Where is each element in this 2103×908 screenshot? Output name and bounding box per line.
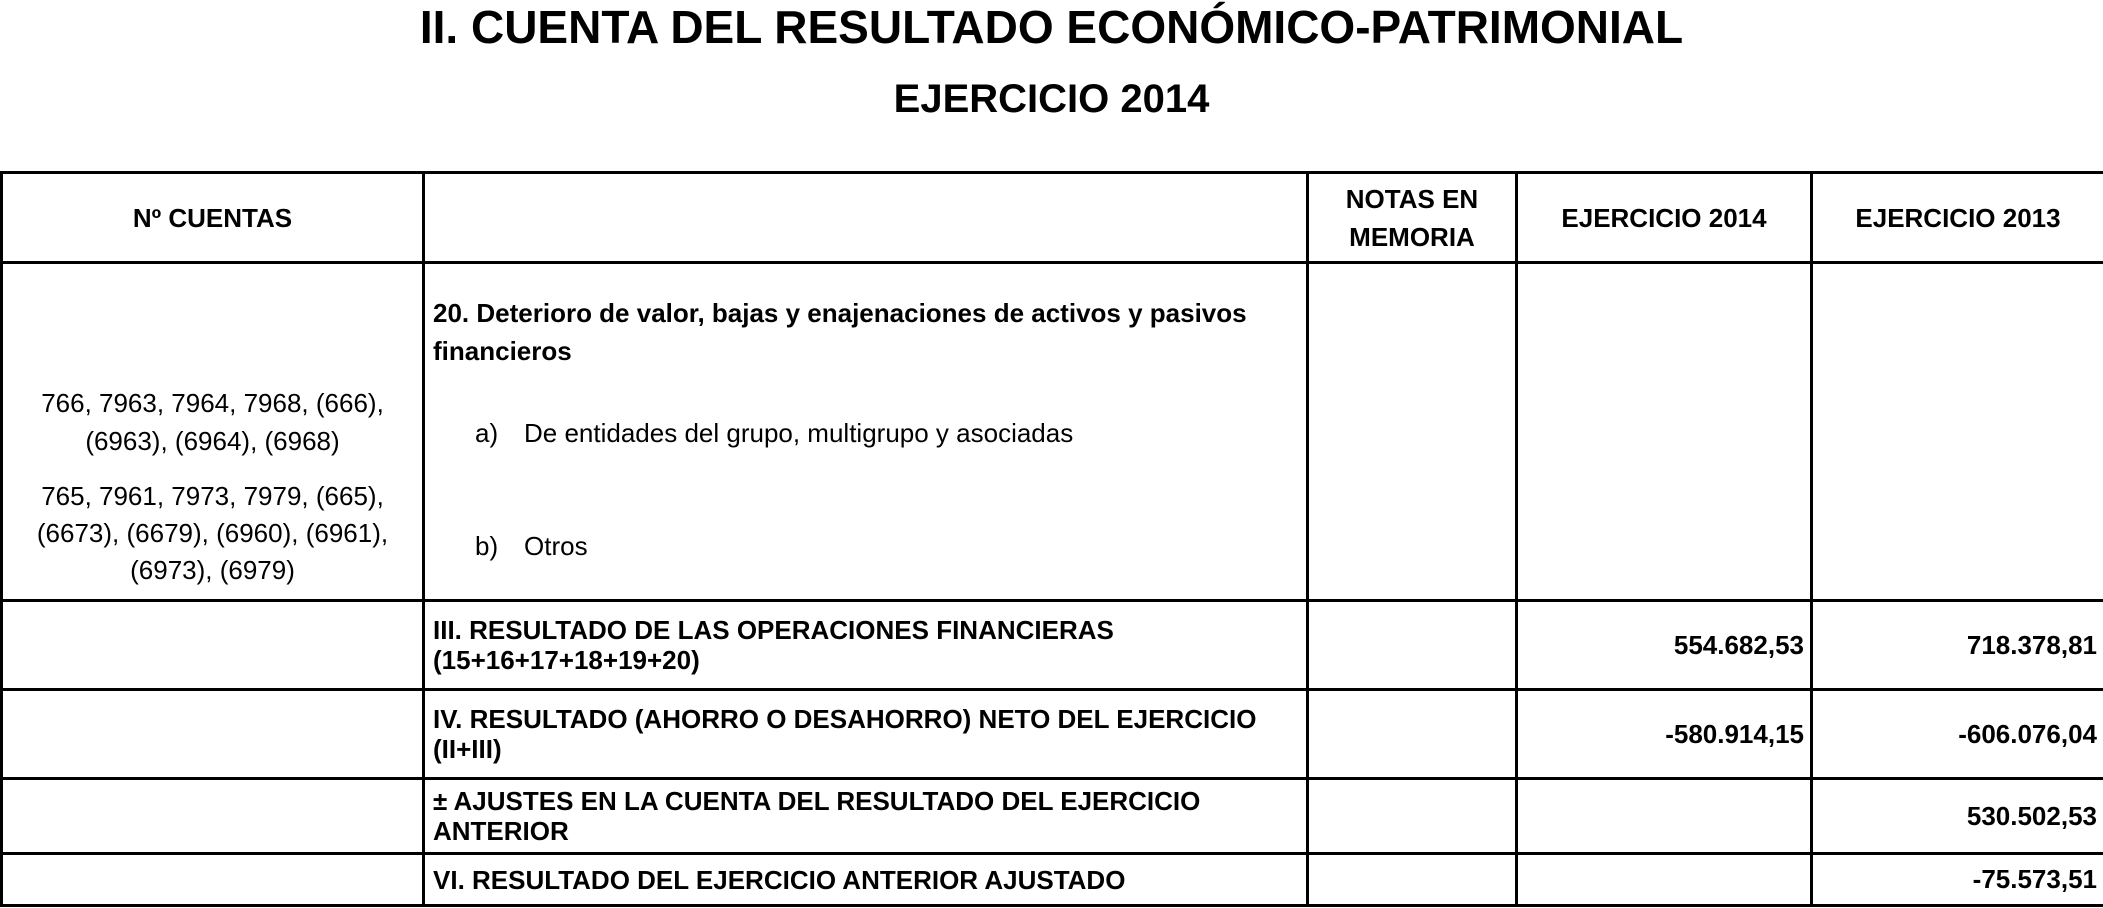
table-row-summary xyxy=(2,779,2103,854)
accounts-item-a: 766, 7963, 7964, 7968, (666), (6963), (6964), (6968) xyxy=(41,388,384,456)
amount-year-previous: -75.573,51 xyxy=(1812,854,2103,906)
item-label-a: De entidades del grupo, multigrupo y asociadas xyxy=(524,418,1074,448)
accounts-cell xyxy=(2,690,424,779)
table-row-summary xyxy=(2,854,2103,906)
result-table xyxy=(0,171,2103,907)
notes-cell xyxy=(1308,690,1517,779)
header-notes: NOTAS EN MEMORIA xyxy=(1308,173,1517,263)
concept-cell-detail xyxy=(424,263,1308,601)
accounts-cell xyxy=(2,601,424,690)
accounts-cell xyxy=(2,854,424,906)
notes-cell xyxy=(1308,854,1517,906)
header-accounts: Nº CUENTAS xyxy=(2,173,424,263)
amount-year-current xyxy=(1517,779,1812,854)
detail-heading: 20. Deterioro de valor, bajas y enajenaciones de activos y pasivos financieros xyxy=(433,298,1247,366)
concept-cell: III. RESULTADO DE LAS OPERACIONES FINANCIERAS (15+16+17+18+19+20) xyxy=(424,601,1308,690)
amount-year-current xyxy=(1517,854,1812,906)
item-marker-a: a) xyxy=(475,418,499,448)
item-marker-b: b) xyxy=(475,531,499,561)
table-row-summary xyxy=(2,690,2103,779)
notes-cell xyxy=(1308,601,1517,690)
table-row-summary xyxy=(2,601,2103,690)
header-concept xyxy=(424,173,1308,263)
amount-year-previous: 530.502,53 xyxy=(1812,779,2103,854)
accounts-item-b: 765, 7961, 7973, 7979, (665), (6673), (6679), (6960), (6961), (6973), (6979) xyxy=(36,481,389,585)
accounts-cell-detail xyxy=(2,263,424,601)
table-header-row xyxy=(2,173,2103,263)
notes-cell xyxy=(1308,779,1517,854)
header-year-previous: EJERCICIO 2013 xyxy=(1812,173,2103,263)
item-label-b: Otros xyxy=(524,531,588,561)
amount-year-previous: -606.076,04 xyxy=(1812,690,2103,779)
accounts-cell xyxy=(2,779,424,854)
year-previous-cell-detail xyxy=(1812,263,2103,601)
amount-year-current: 554.682,53 xyxy=(1517,601,1812,690)
concept-cell: IV. RESULTADO (AHORRO O DESAHORRO) NETO DEL EJERCICIO (II+III) xyxy=(424,690,1308,779)
header-year-current: EJERCICIO 2014 xyxy=(1517,173,1812,263)
table-row-detail xyxy=(2,263,2103,601)
amount-year-previous: 718.378,81 xyxy=(1812,601,2103,690)
document-title: II. CUENTA DEL RESULTADO ECONÓMICO-PATRIMONIAL xyxy=(419,1,1684,53)
concept-cell: ± AJUSTES EN LA CUENTA DEL RESULTADO DEL EJERCICIO ANTERIOR xyxy=(424,779,1308,854)
document-subtitle: EJERCICIO 2014 xyxy=(893,77,1210,121)
year-current-cell-detail xyxy=(1517,263,1812,601)
amount-year-current: -580.914,15 xyxy=(1517,690,1812,779)
notes-cell-detail xyxy=(1308,263,1517,601)
concept-cell: VI. RESULTADO DEL EJERCICIO ANTERIOR AJUSTADO xyxy=(424,854,1308,906)
